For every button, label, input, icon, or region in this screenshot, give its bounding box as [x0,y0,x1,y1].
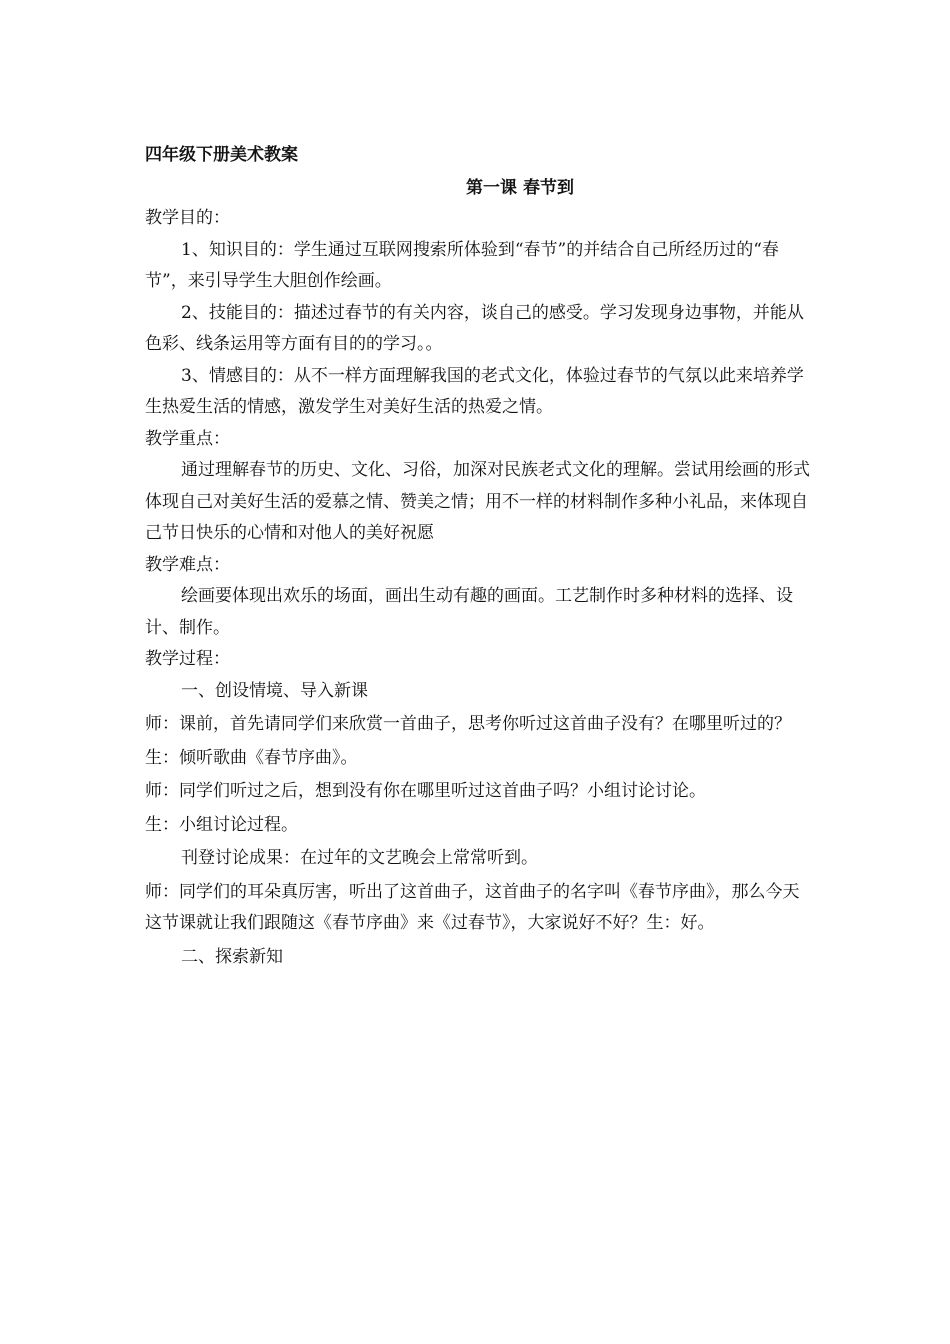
dialogue-line-3: 师：同学们听过之后，想到没有你在哪里听过这首曲子吗？小组讨论讨论。 [145,781,706,801]
process-step-1: 一、创设情境、导入新课 [181,680,368,701]
process-step-2: 二、探索新知 [181,946,283,967]
difficulty-heading: 教学难点： [145,554,230,575]
dialogue-line-5: 刊登讨论成果：在过年的文艺晚会上常常听到。 [181,848,538,868]
dialogue-line-6: 师：同学们的耳朵真厉害，听出了这首曲子，这首曲子的名字叫《春节序曲》，那么今天这节课就让我们跟随这《春节序曲》来《过春节》，大家说好不好？生：好。 [145,881,800,933]
difficulty-text: 绘画要体现出欢乐的场面，画出生动有趣的画面。工艺制作时多种材料的选择、设计、制作。 [145,586,793,638]
goal-knowledge: 1、知识目的：学生通过互联网搜索所体验到“春节”的并结合自己所经历过的“春节”，来引导学生大胆创作绘画。 [145,239,779,291]
process-heading: 教学过程： [145,649,230,669]
document-body [145,143,815,973]
lesson-title: 第一课 春节到 [466,178,574,198]
goals-heading: 教学目的： [145,208,230,228]
document-title: 四年级下册美术教案 [145,145,298,165]
dialogue-line-2: 生：倾听歌曲《春节序曲》。 [145,747,358,768]
dialogue-line-1: 师：课前，首先请同学们来欣赏一首曲子，思考你听过这首曲子没有？在哪里听过的？ [145,714,791,734]
goal-emotion: 3、情感目的：从不一样方面理解我国的老式文化，体验过春节的气氛以此来培养学生热爱生活的情感，激发学生对美好生活的热爱之情。 [145,365,804,417]
dialogue-line-4: 生：小组讨论过程。 [145,814,298,835]
key-points-heading: 教学重点： [145,428,230,449]
key-points-text: 通过理解春节的历史、文化、习俗，加深对民族老式文化的理解。尝试用绘画的形式体现自己对美好生活的爱慕之情、赞美之情；用不一样的材料制作多种小礼品，来体现自己节日快乐的心情和对他人的美好祝愿 [145,460,810,543]
goal-skill: 2、技能目的：描述过春节的有关内容，谈自己的感受。学习发现身边事物，并能从色彩、线条运用等方面有目的的学习。。 [145,302,804,354]
